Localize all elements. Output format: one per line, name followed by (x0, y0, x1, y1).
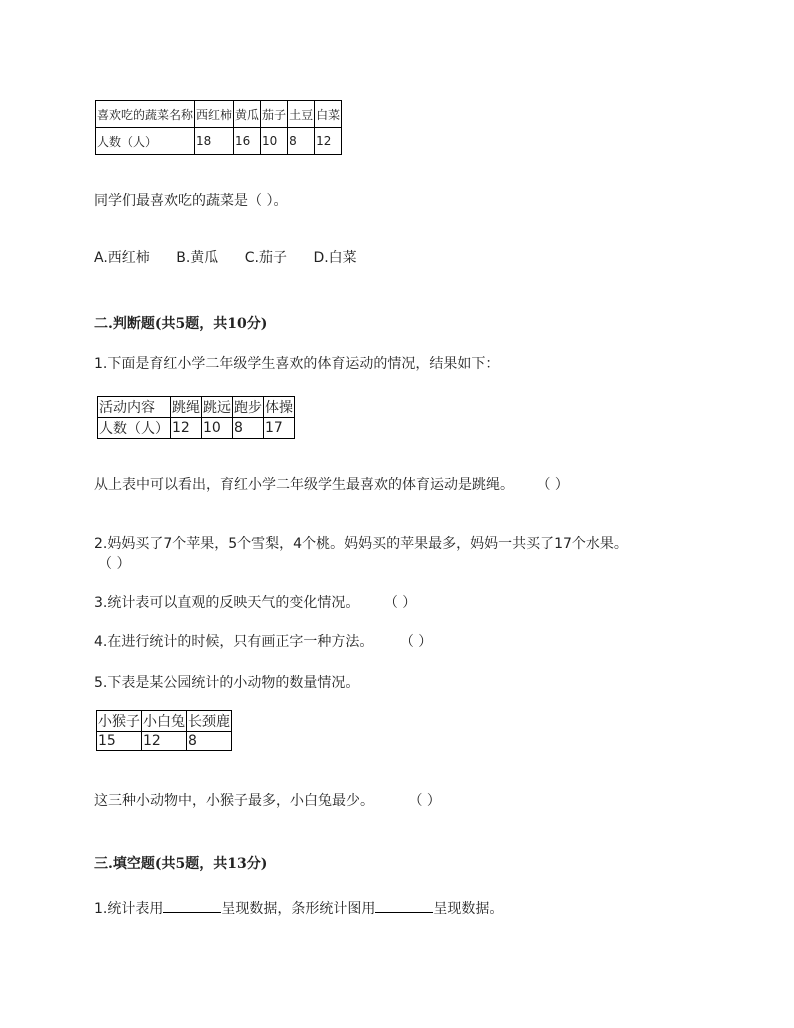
table-cell: 18 (195, 128, 234, 155)
table-row (97, 732, 232, 751)
question-5-intro: 5.下表是某公园统计的小动物的数量情况。 (94, 675, 360, 691)
table-cell: 人数（人） (96, 128, 195, 155)
section-title-judgement: 二.判断题(共5题，共10分) (94, 316, 268, 332)
vegetable-options (94, 249, 357, 267)
table-header-row (98, 397, 295, 418)
table-cell: 黄瓜 (234, 101, 261, 128)
question-1-statement (94, 476, 569, 494)
table-cell: 12 (142, 732, 187, 751)
answer-paren: （ ） (383, 595, 417, 611)
table-cell: 12 (315, 128, 342, 155)
table-cell: 跳绳 (171, 397, 202, 418)
statement-text: 3.统计表可以直观的反映天气的变化情况。 (94, 595, 360, 611)
question-2-paren: （ ） (98, 556, 131, 572)
fill-question-1 (94, 898, 503, 918)
answer-paren: （ ） (536, 477, 569, 493)
table-cell: 长颈鹿 (187, 711, 232, 732)
table-cell: 土豆 (288, 101, 315, 128)
answer-paren: （ ） (399, 634, 433, 650)
table-cell: 12 (171, 418, 202, 439)
table-row (98, 418, 295, 439)
option-a: A.西红柿 (94, 250, 150, 266)
statement-text: 这三种小动物中，小猴子最多，小白兔最少。 (94, 793, 374, 809)
table-cell: 8 (288, 128, 315, 155)
table-header-row (97, 711, 232, 732)
text-segment: 1.统计表用 (94, 901, 164, 917)
statement-text: 从上表中可以看出，育红小学二年级学生最喜欢的体育运动是跳绳。 (94, 477, 514, 493)
table-cell: 小猴子 (97, 711, 142, 732)
sports-table (97, 396, 295, 439)
vegetable-table (95, 100, 342, 155)
option-b: B.黄瓜 (176, 250, 219, 266)
table-cell: 西红柿 (195, 101, 234, 128)
answer-blank[interactable] (375, 898, 433, 913)
vegetable-question: 同学们最喜欢吃的蔬菜是（ ）。 (94, 193, 288, 209)
question-3 (94, 594, 416, 612)
question-4 (94, 633, 432, 651)
question-5-statement (94, 792, 441, 810)
table-cell: 白菜 (315, 101, 342, 128)
table-cell: 8 (233, 418, 264, 439)
table-cell: 17 (264, 418, 295, 439)
text-segment: 呈现数据。 (433, 901, 504, 917)
table-row (96, 128, 342, 155)
table-header-row (96, 101, 342, 128)
table-cell: 16 (234, 128, 261, 155)
table-cell: 茄子 (261, 101, 288, 128)
table-cell: 15 (97, 732, 142, 751)
animals-table (96, 710, 232, 751)
table-cell: 小白兔 (142, 711, 187, 732)
table-cell: 10 (202, 418, 233, 439)
option-d: D.白菜 (313, 250, 357, 266)
table-cell: 跳远 (202, 397, 233, 418)
option-c: C.茄子 (244, 250, 287, 266)
question-1-intro: 1.下面是育红小学二年级学生喜欢的体育运动的情况，结果如下： (94, 356, 500, 372)
table-cell: 活动内容 (98, 397, 171, 418)
section-title-fill-blank: 三.填空题(共5题，共13分) (94, 856, 268, 872)
table-cell: 人数（人） (98, 418, 171, 439)
question-2-line1: 2.妈妈买了7个苹果，5个雪梨，4个桃。妈妈买的苹果最多，妈妈一共买了17个水果。 (94, 536, 628, 552)
table-cell: 喜欢吃的蔬菜名称 (96, 101, 195, 128)
statement-text: 4.在进行统计的时候，只有画正字一种方法。 (94, 634, 374, 650)
table-cell: 10 (261, 128, 288, 155)
table-cell: 体操 (264, 397, 295, 418)
table-cell: 8 (187, 732, 232, 751)
text-segment: 呈现数据，条形统计图用 (221, 901, 376, 917)
answer-paren: （ ） (408, 793, 441, 809)
answer-blank[interactable] (163, 898, 221, 913)
table-cell: 跑步 (233, 397, 264, 418)
